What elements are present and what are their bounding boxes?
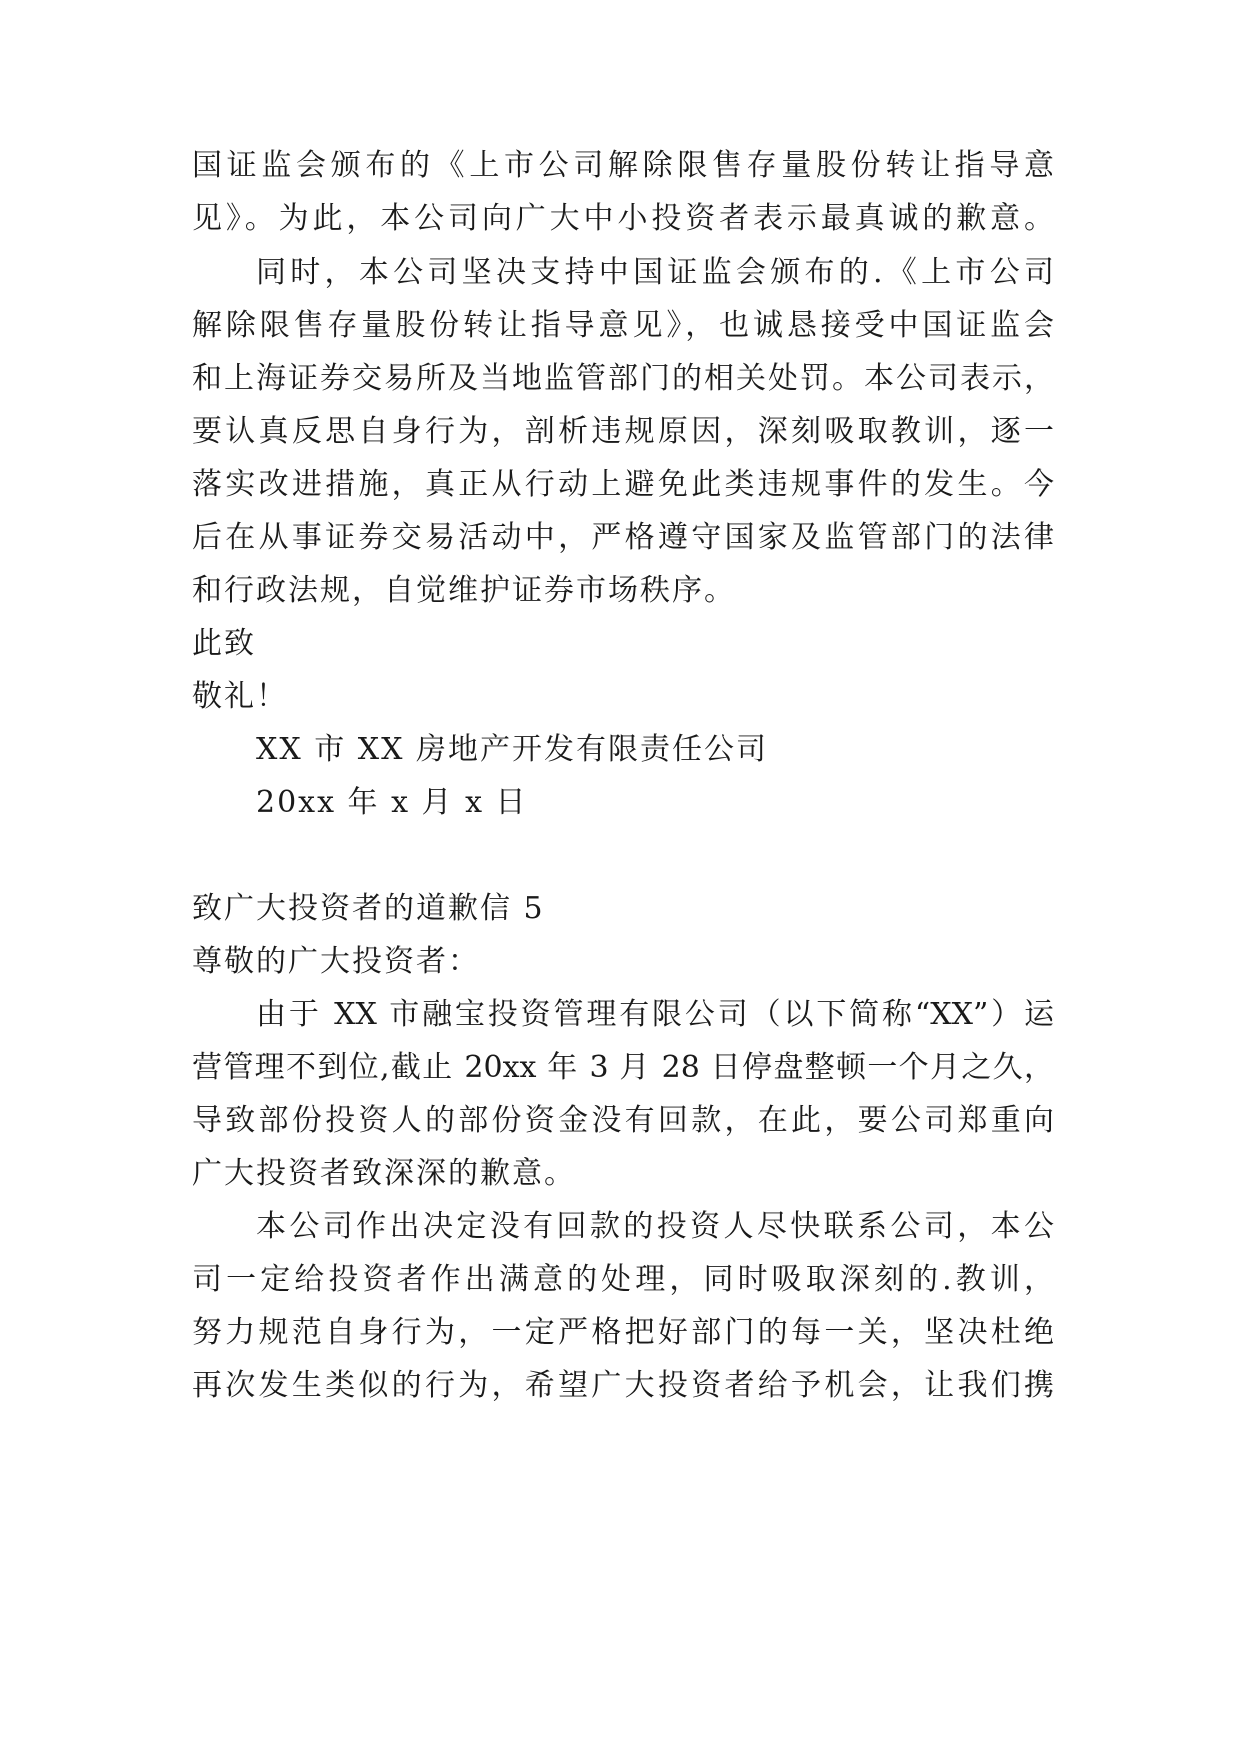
- body-line: 司一定给投资者作出满意的处理，同时吸取深刻的.教训，: [192, 1262, 1054, 1297]
- closing-salutation: 此致: [192, 626, 256, 661]
- body-line: 广大投资者致深深的歉意。: [192, 1156, 576, 1191]
- letter-greeting: 尊敬的广大投资者：: [192, 944, 480, 979]
- body-line: 国证监会颁布的《上市公司解除限售存量股份转让指导意: [192, 148, 1054, 183]
- body-line: 解除限售存量股份转让指导意见》，也诚恳接受中国证监会: [192, 308, 1054, 343]
- signature-company: XX 市 XX 房地产开发有限责任公司: [256, 732, 769, 767]
- signature-date: 20xx 年 x 月 x 日: [256, 785, 528, 820]
- body-line: 再次发生类似的行为，希望广大投资者给予机会，让我们携: [192, 1368, 1054, 1403]
- body-line: 营管理不到位,截止 20xx 年 3 月 28 日停盘整顿一个月之久，: [192, 1050, 1054, 1085]
- body-line: 导致部份投资人的部份资金没有回款，在此，要公司郑重向: [192, 1103, 1054, 1138]
- body-line: 要认真反思自身行为，剖析违规原因，深刻吸取教训，逐一: [192, 414, 1054, 449]
- body-line: 努力规范自身行为，一定严格把好部门的每一关，坚决杜绝: [192, 1315, 1054, 1350]
- section-title: 致广大投资者的道歉信 5: [192, 891, 545, 926]
- paragraph-start-line: 同时，本公司坚决支持中国证监会颁布的.《上市公司: [256, 255, 1054, 290]
- body-line: 和行政法规，自觉维护证券市场秩序。: [192, 573, 736, 608]
- paragraph-start-line: 本公司作出决定没有回款的投资人尽快联系公司，本公: [256, 1209, 1054, 1244]
- body-line: 和上海证券交易所及当地监管部门的相关处罚。本公司表示，: [192, 361, 1054, 396]
- closing-regards: 敬礼！: [192, 679, 288, 714]
- body-line: 见》。为此，本公司向广大中小投资者表示最真诚的歉意。: [192, 201, 1054, 236]
- body-line: 落实改进措施，真正从行动上避免此类违规事件的发生。今: [192, 467, 1054, 502]
- paragraph-start-line: 由于 XX 市融宝投资管理有限公司（以下简称“XX”）运: [256, 997, 1054, 1032]
- body-line: 后在从事证券交易活动中，严格遵守国家及监管部门的法律: [192, 520, 1054, 555]
